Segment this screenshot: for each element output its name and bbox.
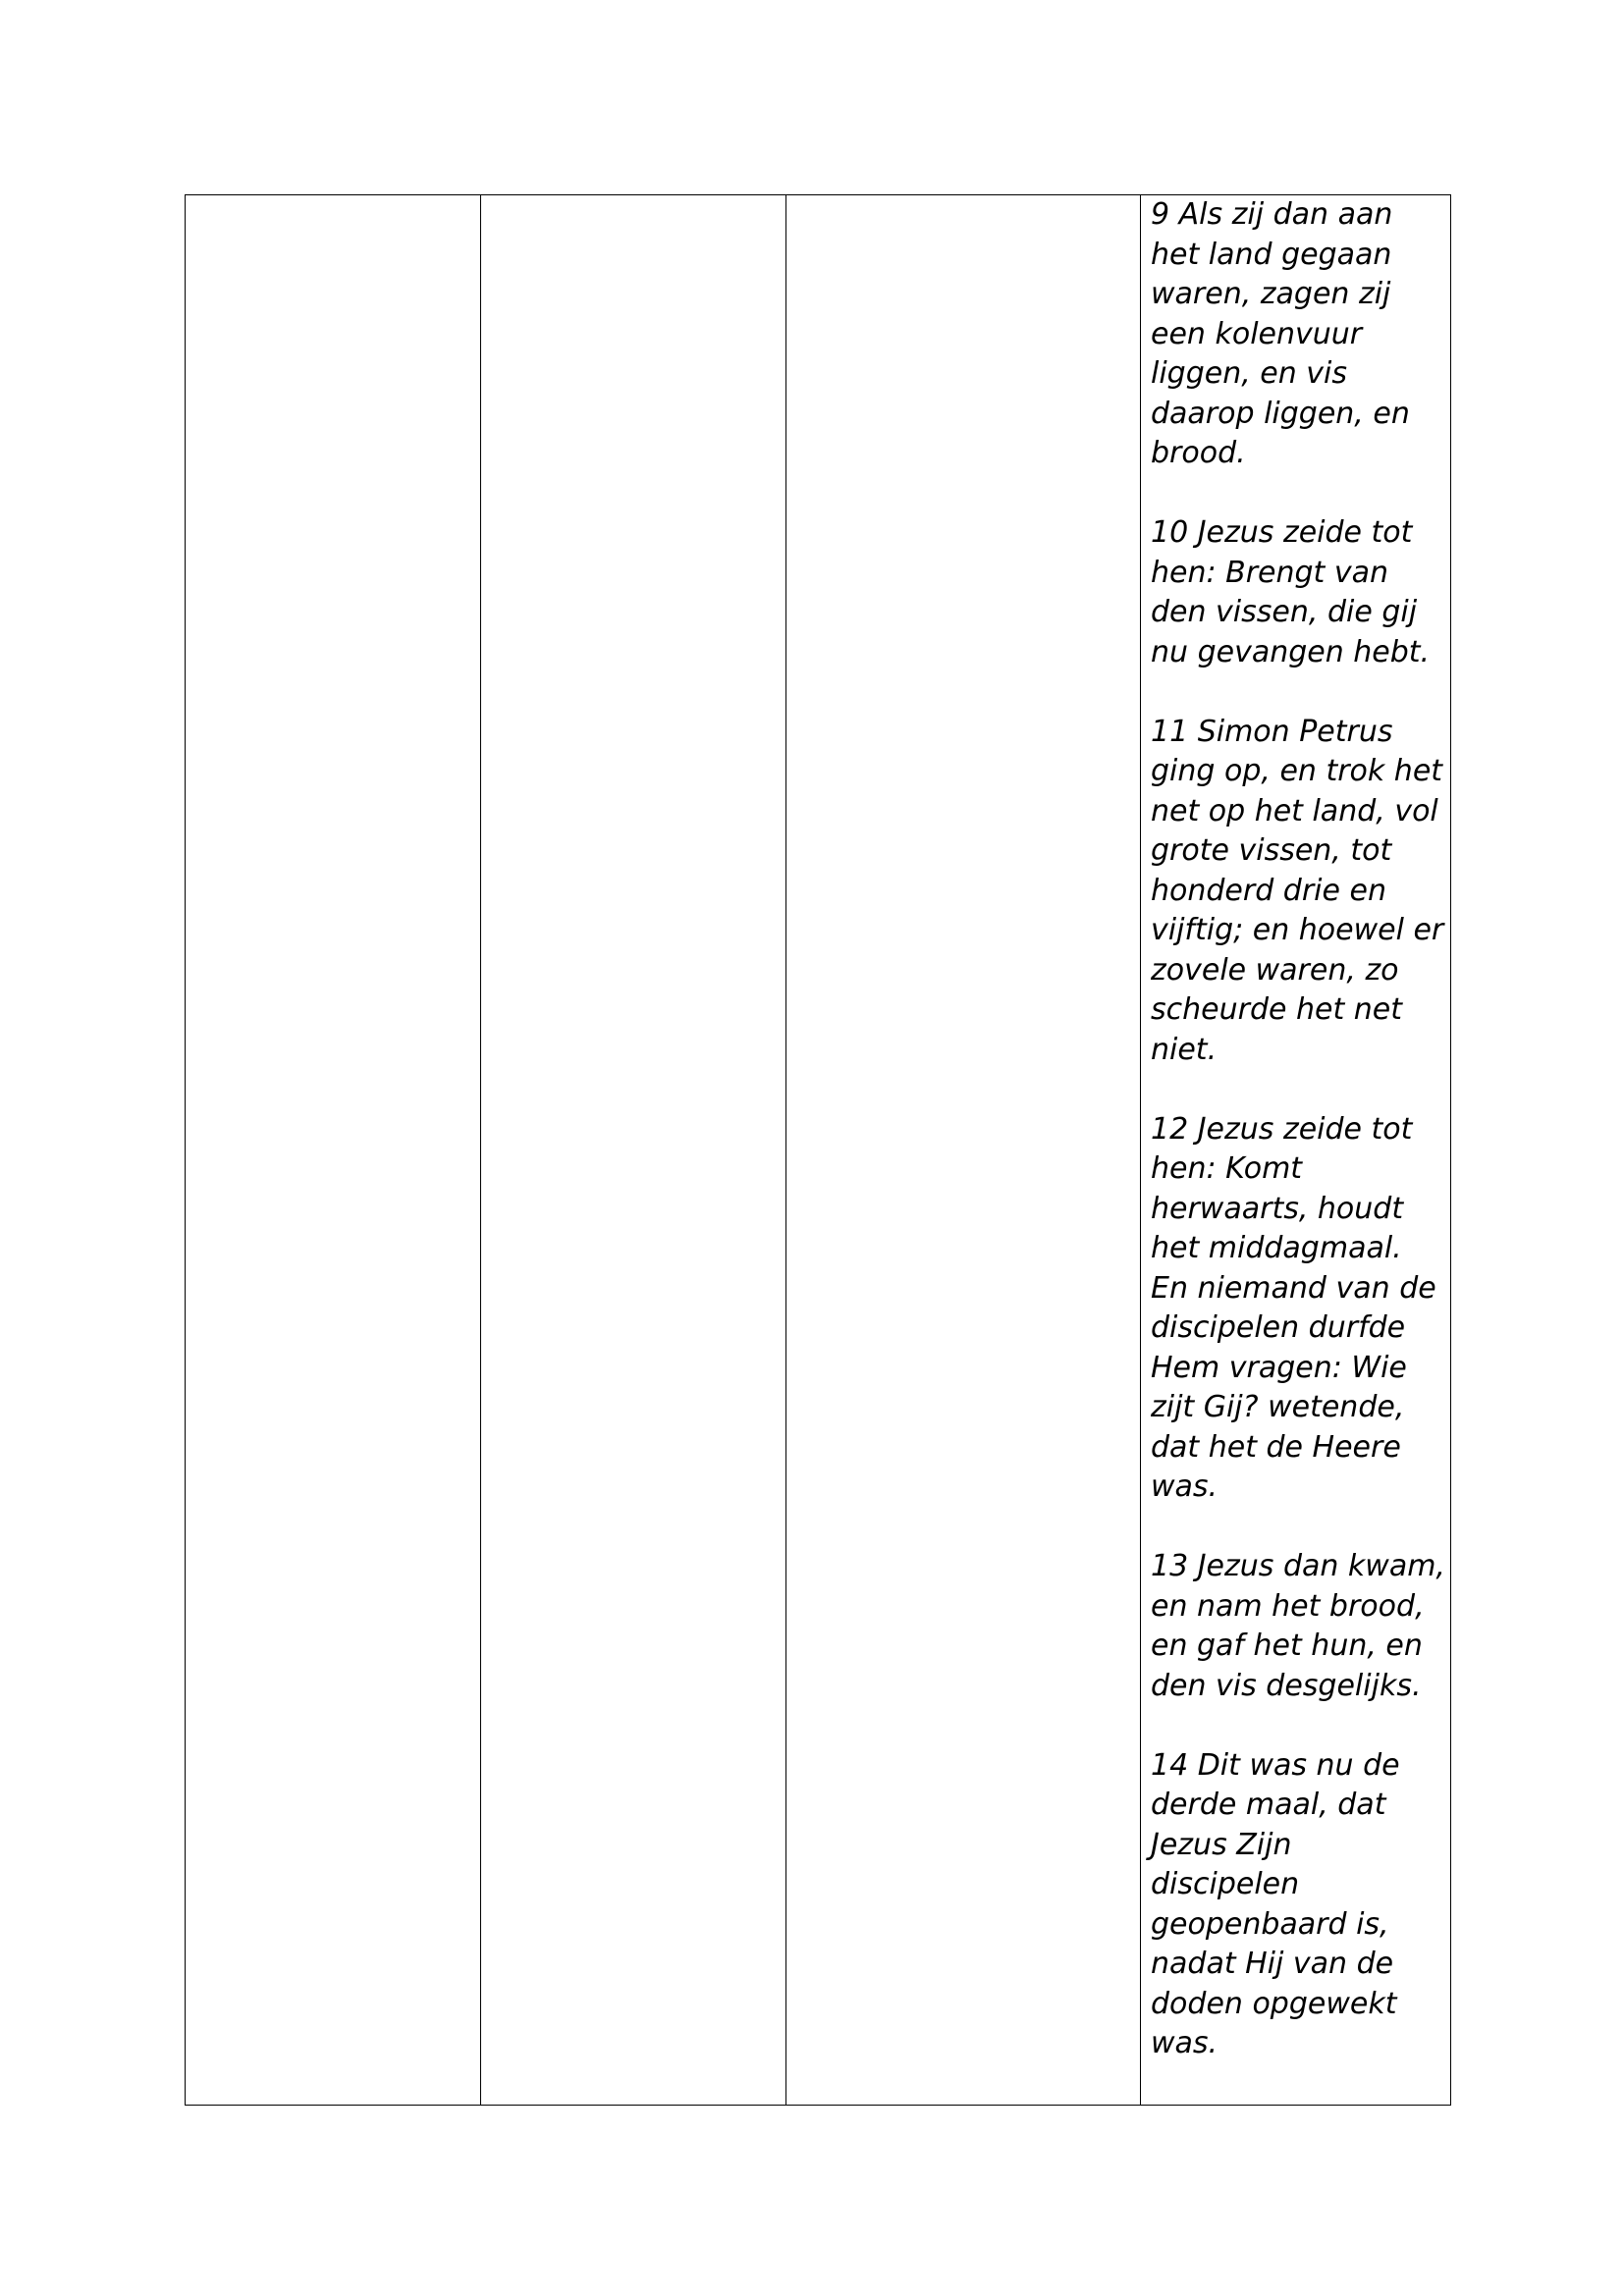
verse-13: 13 Jezus dan kwam, en nam het brood, en gaf het hun, en den vis desgelijks. [1151, 1549, 1445, 1703]
table-row [186, 195, 1451, 2106]
verse-10: 10 Jezus zeide tot hen: Brengt van den vissen, die gij nu gevangen hebt. [1151, 515, 1431, 669]
verse-14: 14 Dit was nu de derde maal, dat Jezus Zijn discipelen geopenbaard is, nadat Hij van de doden opgewekt was. [1151, 1747, 1400, 2060]
table-cell-col-1 [186, 195, 481, 2106]
verse-12: 12 Jezus zeide tot hen: Komt herwaarts, houdt het middagmaal. En niemand van de discipelen durfde Hem vragen: Wie zijt Gij? wetende, dat het de Heere was. [1151, 1111, 1436, 1504]
table-cell-verses [1141, 195, 1451, 2106]
verse-11: 11 Simon Petrus ging op, en trok het net op het land, vol grote vissen, tot honderd drie en vijftig; en hoewel er zovele waren, zo scheurde het net niet. [1151, 714, 1444, 1067]
document-table [185, 194, 1451, 2106]
verse-9: 9 Als zij dan aan het land gegaan waren, zagen zij een kolenvuur liggen, en vis daarop liggen, en brood. [1151, 197, 1410, 470]
table-cell-col-3 [786, 195, 1141, 2106]
table-cell-col-2 [481, 195, 786, 2106]
